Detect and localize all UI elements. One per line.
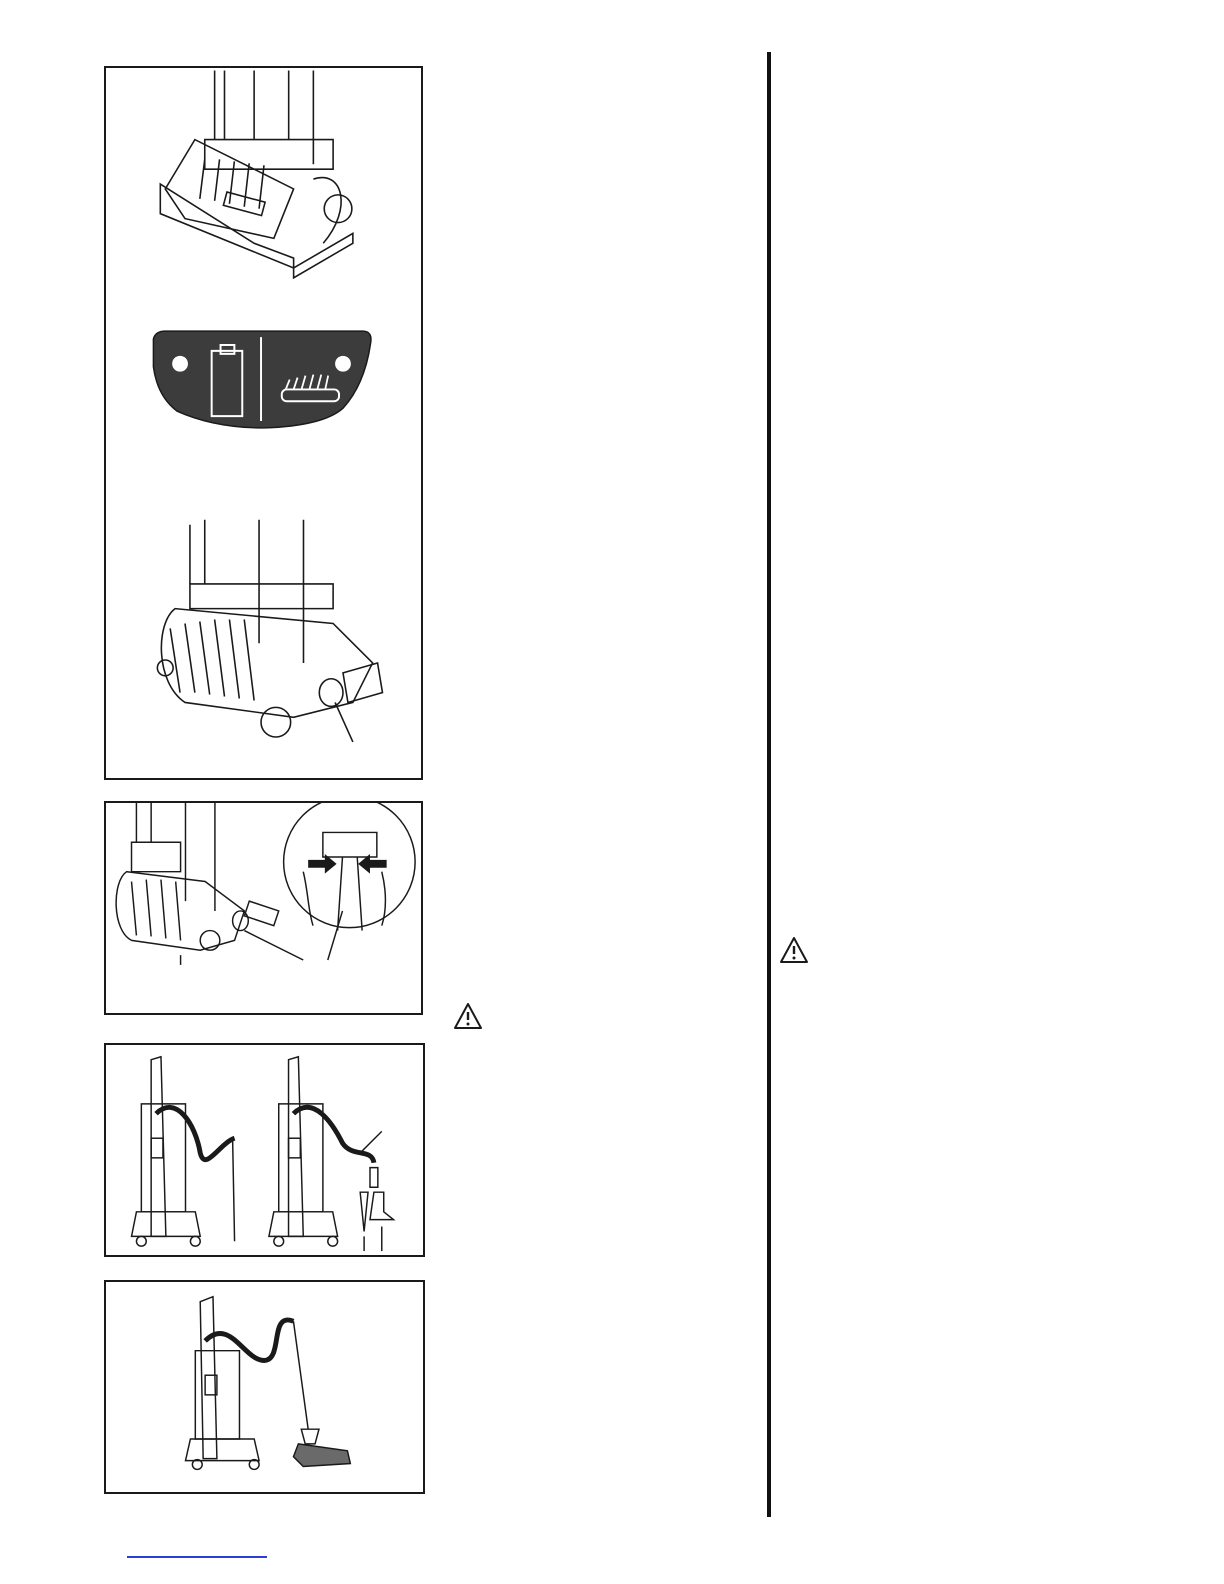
warning-triangle-icon xyxy=(453,1002,483,1030)
column-divider xyxy=(767,52,771,1517)
indicator-label-figure xyxy=(153,331,371,428)
vacuum-base-brush-figure xyxy=(160,70,353,277)
figure-panel-release xyxy=(104,801,423,1015)
figure-panel-floor-tool xyxy=(104,1280,425,1494)
footer-link-underline[interactable] xyxy=(127,1556,267,1558)
brush-release-illustration xyxy=(106,803,421,1013)
vacuum-base-release-knob-figure xyxy=(157,520,382,742)
figure-panel-hose xyxy=(104,1043,425,1257)
warning-triangle-icon xyxy=(779,936,809,964)
vacuum-base-illustration-set xyxy=(106,68,421,778)
floor-tool-illustration xyxy=(106,1282,423,1492)
figure-panel-main xyxy=(104,66,423,780)
hose-attachment-illustration xyxy=(106,1045,423,1255)
